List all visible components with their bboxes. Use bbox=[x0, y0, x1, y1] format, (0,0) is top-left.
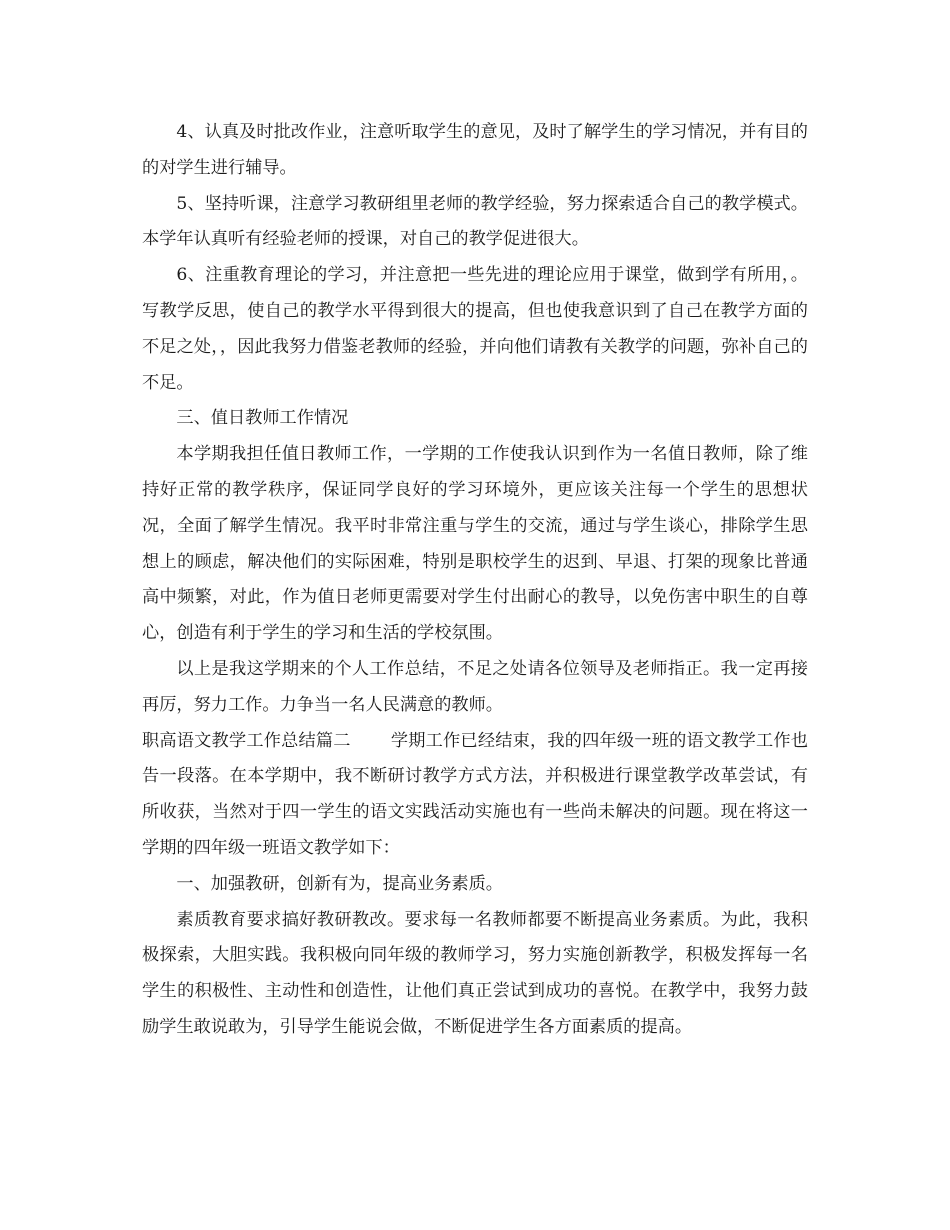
paragraph-item-4: 4、认真及时批改作业，注意听取学生的意见，及时了解学生的学习情况，并有目的的对学生进行辅导。 bbox=[142, 122, 808, 178]
section-heading-duty-teacher: 三、值日教师工作情况 bbox=[176, 408, 349, 429]
paragraph-duty-teacher: 本学期我担任值日教师工作，一学期的工作使我认识到作为一名值日教师，除了维持好正常的教学秩序，保证同学良好的学习环境外，更应该关注每一个学生的思想状况，全面了解学生情况。我平时非常注重与学生的交流，通过与学生谈心，排除学生思想上的顾虑，解决他们的实际困难，特别是职校学生的迟到、早退、打架的现象比普通高中频繁，对此，作为值日老师更需要对学生付出耐心的教导，以免伤害中职生的自尊心，创造有利于学生的学习和生活的学校氛围。 bbox=[142, 444, 808, 644]
paragraph-quality-education: 素质教育要求搞好教研教改。要求每一名教师都要不断提高业务素质。为此，我积极探索，大胆实践。我积极向同年级的教师学习，努力实施创新教学，积极发挥每一名学生的积极性、主动性和创造性，让他们真正尝试到成功的喜悦。在教学中，我努力鼓励学生敢说敢为，引导学生能说会做，不断促进学生各方面素质的提高。 bbox=[142, 909, 808, 1037]
paragraph-item-6: 6、注重教育理论的学习，并注意把一些先进的理论应用于课堂，做到学有所用，。写教学反思，使自己的教学水平得到很大的提高，但也使我意识到了自己在教学方面的不足之处，，因此我努力借鉴老教师的经验，并向他们请教有关教学的问题，弥补自己的不足。 bbox=[142, 265, 808, 393]
paragraph-conclusion: 以上是我这学期来的个人工作总结，不足之处请各位领导及老师指正。我一定再接再厉，努力工作。力争当一名人民满意的教师。 bbox=[142, 658, 808, 715]
section-title: 职高语文教学工作总结篇二 bbox=[142, 730, 351, 751]
section-intro: 学期工作已经结束，我的四年级一班的语文教学工作也告一段落。在本学期中，我不断研讨教学方式方法，并积极进行课堂教学改革尝试，有所收获，当然对于四一学生的语文实践活动实施也有一些尚未解决的问题。现在将这一学期的四年级一班语文教学如下： bbox=[142, 730, 808, 858]
document-body bbox=[142, 115, 808, 1046]
paragraph-section-two bbox=[142, 724, 808, 867]
section-heading-research: 一、加强教研，创新有为，提高业务素质。 bbox=[176, 873, 503, 894]
paragraph-item-5: 5、坚持听课，注意学习教研组里老师的教学经验，努力探索适合自己的教学模式。本学年认真听有经验老师的授课，对自己的教学促进很大。 bbox=[142, 193, 808, 250]
